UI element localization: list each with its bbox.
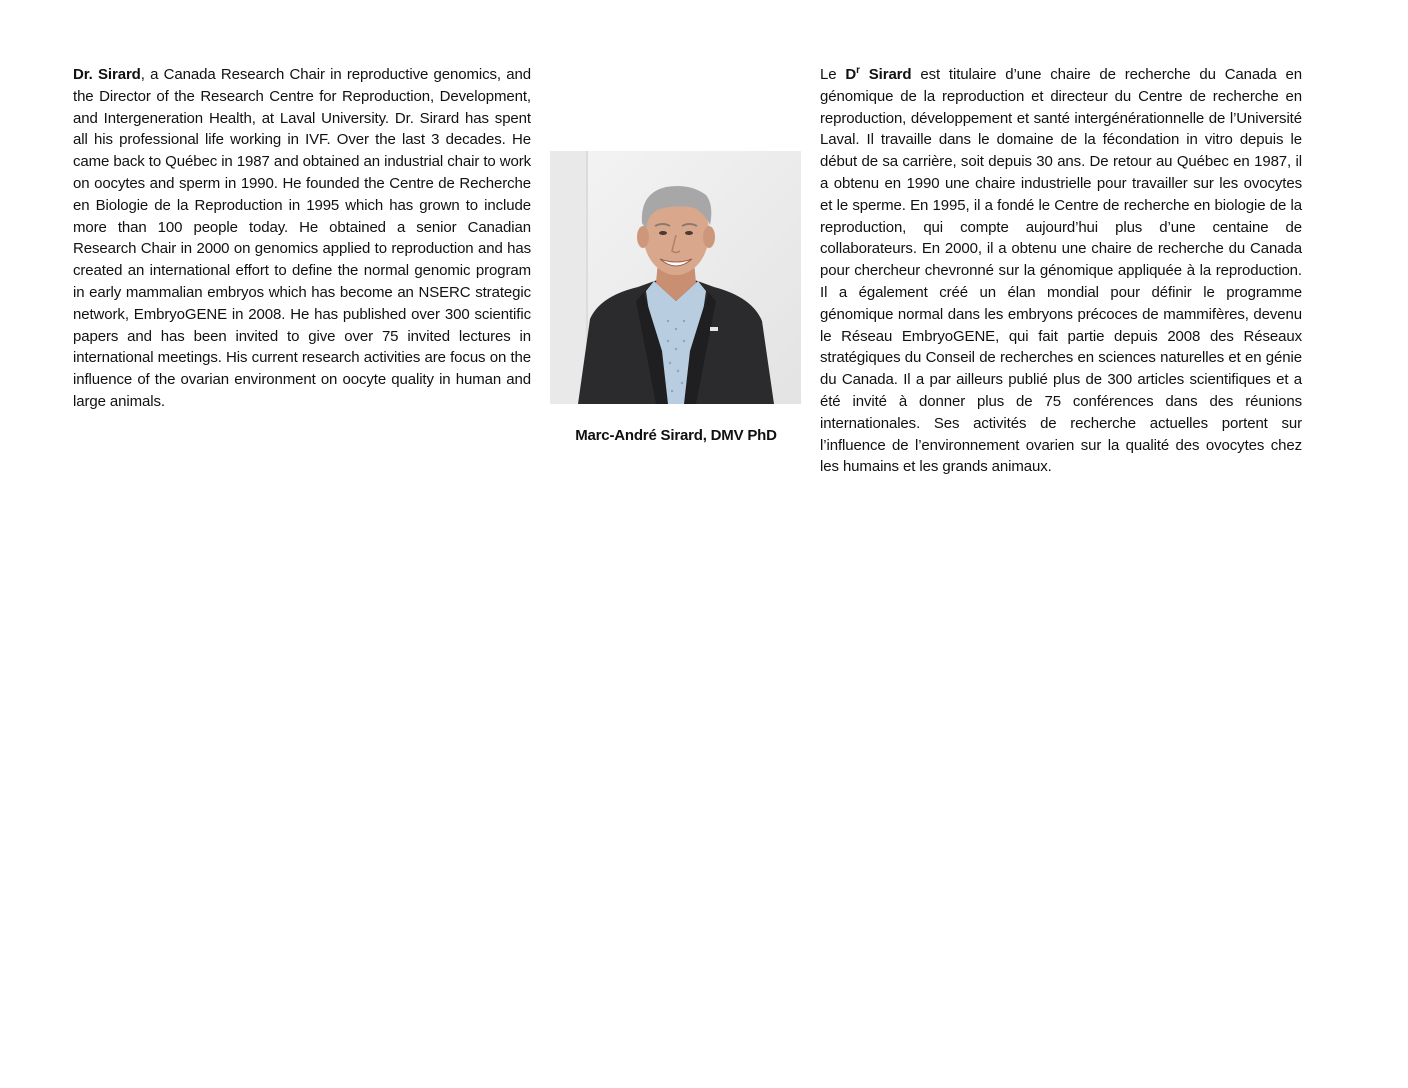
english-biography — [73, 64, 531, 413]
french-bio-name: Sirard — [859, 66, 912, 83]
french-bio-title — [845, 66, 911, 83]
photo-caption: Marc-André Sirard, DMV PhD — [575, 427, 777, 444]
portrait-illustration — [550, 151, 801, 404]
french-bio-title-superscript: r — [856, 65, 860, 76]
french-bio-title-d: D — [845, 66, 857, 83]
english-bio-name: Dr. Sirard — [73, 66, 141, 83]
portrait-photo — [550, 151, 801, 404]
english-bio-text: , a Canada Research Chair in reproductive genomics, and the Director of the Research Centre for Reproduction, Development, and Intergeneration Health, at Laval University. Dr. Sirard has spent all his professional life working in IVF. Over the last 3 decades. He came back to Québec in 1987 and obtained an industrial chair to work on oocytes and sperm in 1990. He founded the Centre de Recherche en Biologie de la Reproduction in 1995 which has grown to include more than 100 people today. He obtained a senior Canadian Research Chair in 2000 on genomics applied to reproduction and has created an international effort to define the normal genomic program in early mammalian embryos which has become an NSERC strategic network, EmbryoGENE in 2008. He has published over 300 scientific papers and has been invited to give over 75 invited lectures in international meetings. His current research activities are focus on the influence of the ovarian environment on oocyte quality in human and large animals. — [73, 66, 532, 410]
french-bio-text: est titulaire d’une chaire de recherche du Canada en génomique de la reproduction et directeur du Centre de recherche en reproduction, développement et santé intergénérationnelle de l’Université Laval. Il travaille dans le domaine de la fécondation in vitro depuis le début de sa carrière, soit depuis 30 ans. De retour au Québec en 1987, il a obtenu en 1990 une chaire industrielle pour travailler sur les ovocytes et le sperme. En 1995, il a fondé le Centre de recherche en biologie de la reproduction, qui compte aujourd’hui plus d’une centaine de collaborateurs. En 2000, il a obtenu une chaire de recherche du Canada pour chercheur chevronné sur la génomique appliquée à la reproduction. Il a également créé un élan mondial pour définir le programme génomique normal dans les embryons précoces de mammifères, devenu le Réseau EmbryoGENE, qui fait partie depuis 2008 des Réseaux stratégiques du Conseil de recherches en sciences naturelles et en génie du Canada. Il a par ailleurs publié plus de 300 articles scientifiques et a été invité à donner plus de 75 conférences dans des réunions internationales. Ses activités de recherche actuelles portent sur l’influence de l’environnement ovarien sur la qualité des ovocytes chez les humains et les grands animaux. — [820, 66, 1302, 476]
french-bio-paragraph — [820, 64, 1302, 478]
french-bio-prefix: Le — [820, 66, 846, 83]
french-biography — [820, 64, 1302, 478]
english-bio-paragraph — [73, 64, 531, 413]
